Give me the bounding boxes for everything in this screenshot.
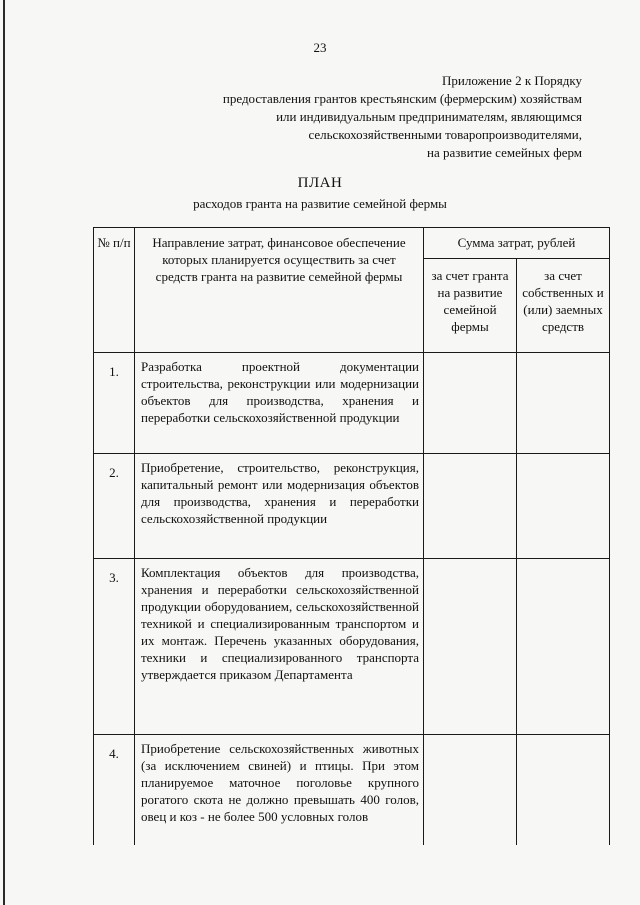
plan-title: ПЛАН	[297, 175, 343, 191]
row-direction	[135, 353, 424, 454]
row-direction-text: Приобретение сельскохозяйственных животных (за исключением свиней) и птицы. При этом планируемое маточное поголовье крупного рогатого скота не должно превышать 400 голов, овец и коз - не более 500 условных голов	[141, 741, 419, 824]
appendix-line: на развитие семейных ферм	[427, 145, 582, 160]
appendix-line: предоставления грантов крестьянским (фермерским) хозяйствам	[222, 91, 582, 106]
row-number: 4.	[94, 735, 135, 846]
appendix-line: Приложение 2 к Порядку	[442, 73, 582, 88]
appendix-line: сельскохозяйственными товаропроизводителями,	[308, 127, 582, 142]
plan-subtitle: расходов гранта на развитие семейной фермы	[193, 196, 447, 211]
row-grant-amount	[424, 353, 517, 454]
header-own: за счет собственных и (или) заемных средств	[517, 258, 610, 352]
row-grant-amount	[424, 735, 517, 846]
row-number: 1.	[94, 353, 135, 454]
row-direction-text: Разработка проектной документации строительства, реконструкции или модернизации объектов для производства, хранения и переработки сельскохозяйственной продукции	[141, 359, 419, 425]
table-row	[94, 454, 610, 559]
row-direction	[135, 735, 424, 846]
page-number: 23	[313, 40, 327, 55]
page-left-edge	[3, 0, 5, 905]
row-direction-text: Приобретение, строительство, реконструкция, капитальный ремонт или модернизация объектов для производства, хранения и переработки сельскохозяйственной продукции	[141, 460, 419, 526]
appendix-line: или индивидуальным предпринимателям, являющимся	[276, 109, 582, 124]
row-grant-amount	[424, 559, 517, 735]
header-num: № п/п	[94, 228, 135, 353]
row-number: 3.	[94, 559, 135, 735]
appendix-header	[112, 72, 582, 162]
header-grant: за счет гранта на развитие семейной фермы	[424, 258, 517, 352]
row-own-amount	[517, 454, 610, 559]
row-own-amount	[517, 353, 610, 454]
table-row	[94, 353, 610, 454]
header-direction: Направление затрат, финансовое обеспечение которых планируется осуществить за счет средств гранта на развитие семейной фермы	[135, 228, 424, 353]
row-direction-text: Комплектация объектов для производства, хранения и переработки сельскохозяйственной продукции оборудованием, сельскохозяйственной техникой и специализированным транспортом и их монтаж. Перечень указанных оборудования, техники и специализированного транспорта утверждается приказом Департамента	[141, 565, 419, 682]
table-row	[94, 559, 610, 735]
row-own-amount	[517, 735, 610, 846]
header-sum: Сумма затрат, рублей	[424, 228, 610, 259]
row-grant-amount	[424, 454, 517, 559]
row-number: 2.	[94, 454, 135, 559]
row-direction	[135, 559, 424, 735]
row-own-amount	[517, 559, 610, 735]
row-direction	[135, 454, 424, 559]
table-row	[94, 735, 610, 846]
expense-plan-table	[93, 227, 610, 845]
